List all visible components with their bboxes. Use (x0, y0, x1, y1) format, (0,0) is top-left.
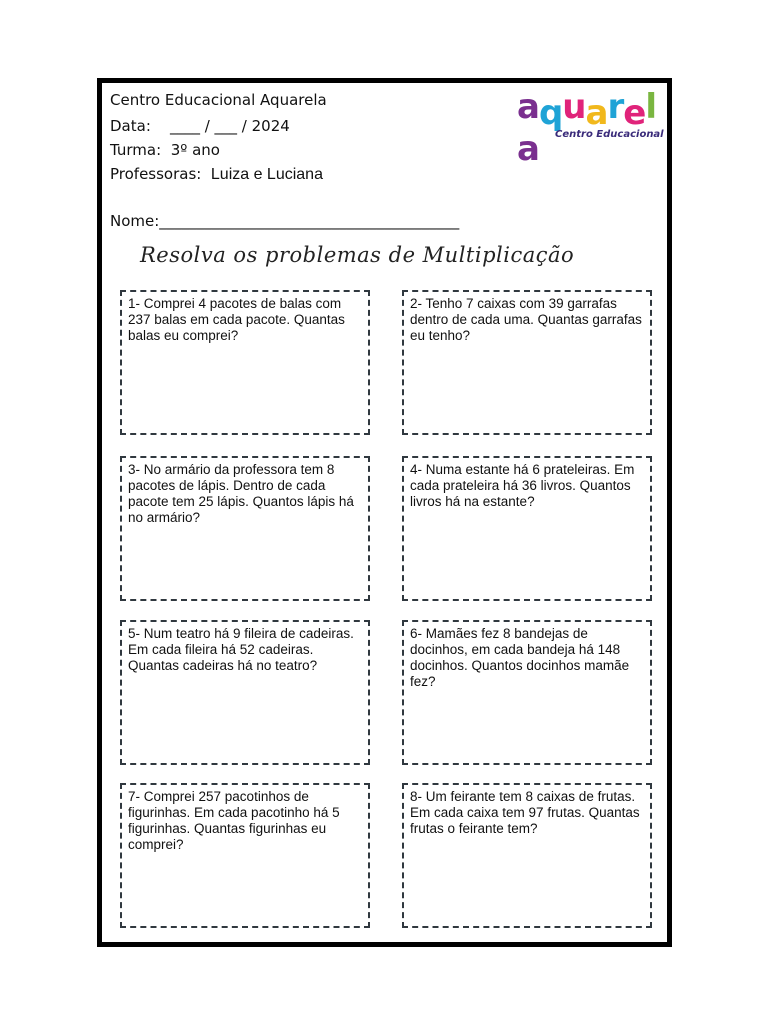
logo-letter: r (607, 87, 624, 127)
problem-text: 8- Um feirante tem 8 caixas de frutas. Em cada caixa tem 97 frutas. Quantas frutas o feirante tem? (410, 789, 640, 836)
logo-letter: q (538, 93, 563, 133)
date-row (110, 117, 290, 135)
problem-box-4 (402, 456, 652, 601)
logo-letter: a (517, 129, 539, 169)
logo-letter: u (562, 87, 586, 127)
logo-wordmark (517, 87, 657, 169)
problem-text: 2- Tenho 7 caixas com 39 garrafas dentro de cada uma. Quantas garrafas eu tenho? (410, 296, 642, 343)
logo-letter: a (585, 93, 608, 133)
problem-box-5 (120, 620, 370, 765)
problem-box-6 (402, 620, 652, 765)
worksheet-title: Resolva os problemas de Multiplicação (140, 243, 575, 267)
problem-box-7 (120, 783, 370, 928)
problem-box-3 (120, 456, 370, 601)
problem-text: 1- Comprei 4 pacotes de balas com 237 balas em cada pacote. Quantas balas eu comprei? (128, 296, 345, 343)
logo-letter: e (623, 93, 646, 133)
school-name: Centro Educacional Aquarela (110, 91, 327, 109)
teachers-row (110, 165, 323, 184)
date-value: ____ / ___ / 2024 (169, 117, 290, 135)
class-row (110, 141, 220, 159)
class-label: Turma: (110, 141, 162, 159)
logo-subtitle: Centro Educacional (555, 129, 664, 140)
problem-text: 6- Mamães fez 8 bandejas de docinhos, em cada bandeja há 148 docinhos. Quantos docinhos mamãe fez? (410, 626, 630, 689)
problem-text: 3- No armário da professora tem 8 pacotes de lápis. Dentro de cada pacote tem 25 lápis. Quantos lápis há no armário? (128, 462, 354, 525)
aquarela-logo (517, 87, 664, 169)
teachers-label: Professoras: (110, 165, 202, 183)
teachers-value: Luiza e Luciana (210, 166, 323, 183)
date-label: Data: (110, 117, 151, 135)
logo-letter: a (517, 87, 539, 127)
worksheet (97, 78, 672, 947)
problem-box-2 (402, 290, 652, 435)
problem-text: 7- Comprei 257 pacotinhos de figurinhas. Em cada pacotinho há 5 figurinhas. Quantas figurinhas eu comprei? (128, 789, 340, 852)
logo-letter: l (645, 87, 656, 127)
problem-box-1 (120, 290, 370, 435)
name-field: Nome:________________________________________ (110, 212, 460, 230)
problem-box-8 (402, 783, 652, 928)
problem-text: 4- Numa estante há 6 prateleiras. Em cada prateleira há 36 livros. Quantos livros há na estante? (410, 462, 635, 509)
problem-text: 5- Num teatro há 9 fileira de cadeiras. Em cada fileira há 52 cadeiras. Quantas cadeiras há no teatro? (128, 626, 354, 673)
class-value: 3º ano (170, 141, 220, 159)
